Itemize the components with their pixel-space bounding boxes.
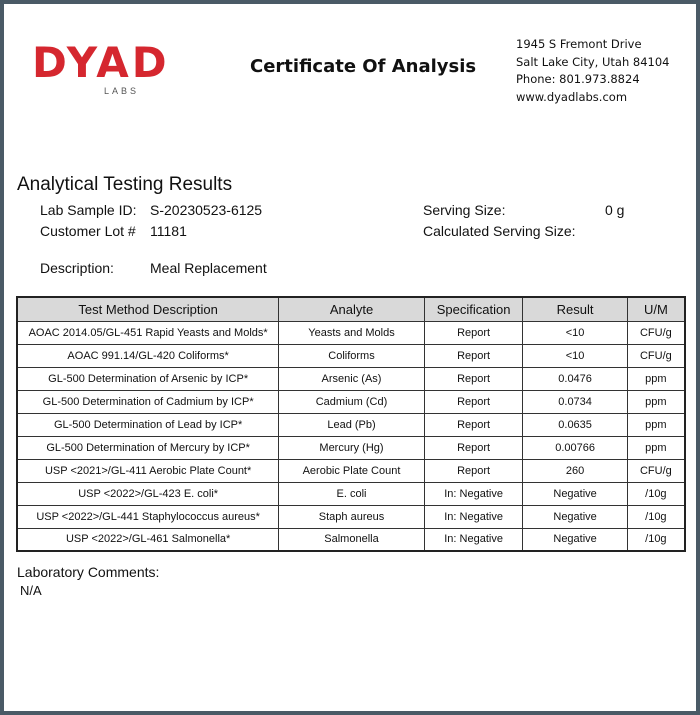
cell-result: Negative xyxy=(523,528,627,551)
cell-specification: Report xyxy=(424,436,523,459)
description-label: Description: xyxy=(40,260,114,276)
header-unit: U/M xyxy=(627,297,685,321)
table-row xyxy=(17,367,685,390)
lab-sample-id-label: Lab Sample ID: xyxy=(40,202,137,218)
serving-size-label: Serving Size: xyxy=(423,202,506,218)
cell-result: 0.00766 xyxy=(523,436,627,459)
cell-test-method: USP <2022>/GL-461 Salmonella* xyxy=(17,528,279,551)
cell-analyte: Aerobic Plate Count xyxy=(279,459,424,482)
cell-unit: CFU/g xyxy=(627,459,685,482)
cell-result: Negative xyxy=(523,482,627,505)
table-row xyxy=(17,321,685,344)
cell-unit: ppm xyxy=(627,413,685,436)
cell-test-method: USP <2021>/GL-411 Aerobic Plate Count* xyxy=(17,459,279,482)
table-row xyxy=(17,505,685,528)
results-table xyxy=(16,296,686,552)
cell-result: Negative xyxy=(523,505,627,528)
cell-result: 0.0635 xyxy=(523,413,627,436)
cell-specification: Report xyxy=(424,367,523,390)
certificate-title: Certificate Of Analysis xyxy=(250,56,477,77)
cell-specification: In: Negative xyxy=(424,482,523,505)
cell-test-method: USP <2022>/GL-423 E. coli* xyxy=(17,482,279,505)
header-result: Result xyxy=(523,297,627,321)
cell-analyte: Arsenic (As) xyxy=(279,367,424,390)
cell-test-method: AOAC 991.14/GL-420 Coliforms* xyxy=(17,344,279,367)
cell-specification: Report xyxy=(424,321,523,344)
cell-unit: CFU/g xyxy=(627,321,685,344)
cell-analyte: Yeasts and Molds xyxy=(279,321,424,344)
cell-specification: Report xyxy=(424,413,523,436)
cell-specification: Report xyxy=(424,459,523,482)
cell-unit: /10g xyxy=(627,528,685,551)
table-header-row xyxy=(17,297,685,321)
header-test-method: Test Method Description xyxy=(17,297,279,321)
cell-test-method: GL-500 Determination of Arsenic by ICP* xyxy=(17,367,279,390)
address-street: 1945 S Fremont Drive xyxy=(516,37,642,51)
lab-sample-id-value: S-20230523-6125 xyxy=(150,202,263,218)
cell-analyte: Cadmium (Cd) xyxy=(279,390,424,413)
address-website: www.dyadlabs.com xyxy=(516,89,628,104)
cell-analyte: E. coli xyxy=(279,482,424,505)
cell-test-method: GL-500 Determination of Mercury by ICP* xyxy=(17,436,279,459)
table-row xyxy=(17,390,685,413)
cell-specification: In: Negative xyxy=(424,505,523,528)
cell-specification: In: Negative xyxy=(424,528,523,551)
cell-test-method: GL-500 Determination of Cadmium by ICP* xyxy=(17,390,279,413)
cell-specification: Report xyxy=(424,344,523,367)
description-value: Meal Replacement xyxy=(150,260,267,276)
cell-analyte: Coliforms xyxy=(279,344,424,367)
serving-size-value: 0 g xyxy=(605,202,625,218)
cell-result: 0.0734 xyxy=(523,390,627,413)
table-row xyxy=(17,436,685,459)
dyad-labs-logo xyxy=(32,38,170,100)
cell-unit: CFU/g xyxy=(627,344,685,367)
cell-unit: ppm xyxy=(627,390,685,413)
laboratory-comments-value: N/A xyxy=(20,583,42,598)
address-phone: Phone: 801.973.8824 xyxy=(516,72,640,86)
cell-analyte: Mercury (Hg) xyxy=(279,436,424,459)
header-specification: Specification xyxy=(424,297,523,321)
cell-test-method: GL-500 Determination of Lead by ICP* xyxy=(17,413,279,436)
cell-specification: Report xyxy=(424,390,523,413)
logo-wordmark: DYAD xyxy=(32,38,170,87)
calculated-serving-size-label: Calculated Serving Size: xyxy=(423,223,576,239)
certificate-page xyxy=(4,4,696,711)
table-row xyxy=(17,344,685,367)
cell-result: <10 xyxy=(523,344,627,367)
table-row xyxy=(17,528,685,551)
cell-analyte: Lead (Pb) xyxy=(279,413,424,436)
cell-result: <10 xyxy=(523,321,627,344)
cell-test-method: AOAC 2014.05/GL-451 Rapid Yeasts and Molds* xyxy=(17,321,279,344)
customer-lot-label: Customer Lot # xyxy=(40,223,136,239)
cell-result: 0.0476 xyxy=(523,367,627,390)
table-row xyxy=(17,482,685,505)
logo-subtitle: LABS xyxy=(104,86,140,96)
laboratory-comments-label: Laboratory Comments: xyxy=(17,564,160,580)
cell-unit: ppm xyxy=(627,367,685,390)
cell-result: 260 xyxy=(523,459,627,482)
cell-unit: /10g xyxy=(627,482,685,505)
cell-analyte: Staph aureus xyxy=(279,505,424,528)
table-row xyxy=(17,413,685,436)
customer-lot-value: 11181 xyxy=(150,223,187,239)
header-analyte: Analyte xyxy=(279,297,424,321)
section-title: Analytical Testing Results xyxy=(17,174,233,195)
cell-analyte: Salmonella xyxy=(279,528,424,551)
table-row xyxy=(17,459,685,482)
address-city: Salt Lake City, Utah 84104 xyxy=(516,54,670,69)
lab-address xyxy=(516,36,670,106)
cell-unit: ppm xyxy=(627,436,685,459)
cell-test-method: USP <2022>/GL-441 Staphylococcus aureus* xyxy=(17,505,279,528)
cell-unit: /10g xyxy=(627,505,685,528)
